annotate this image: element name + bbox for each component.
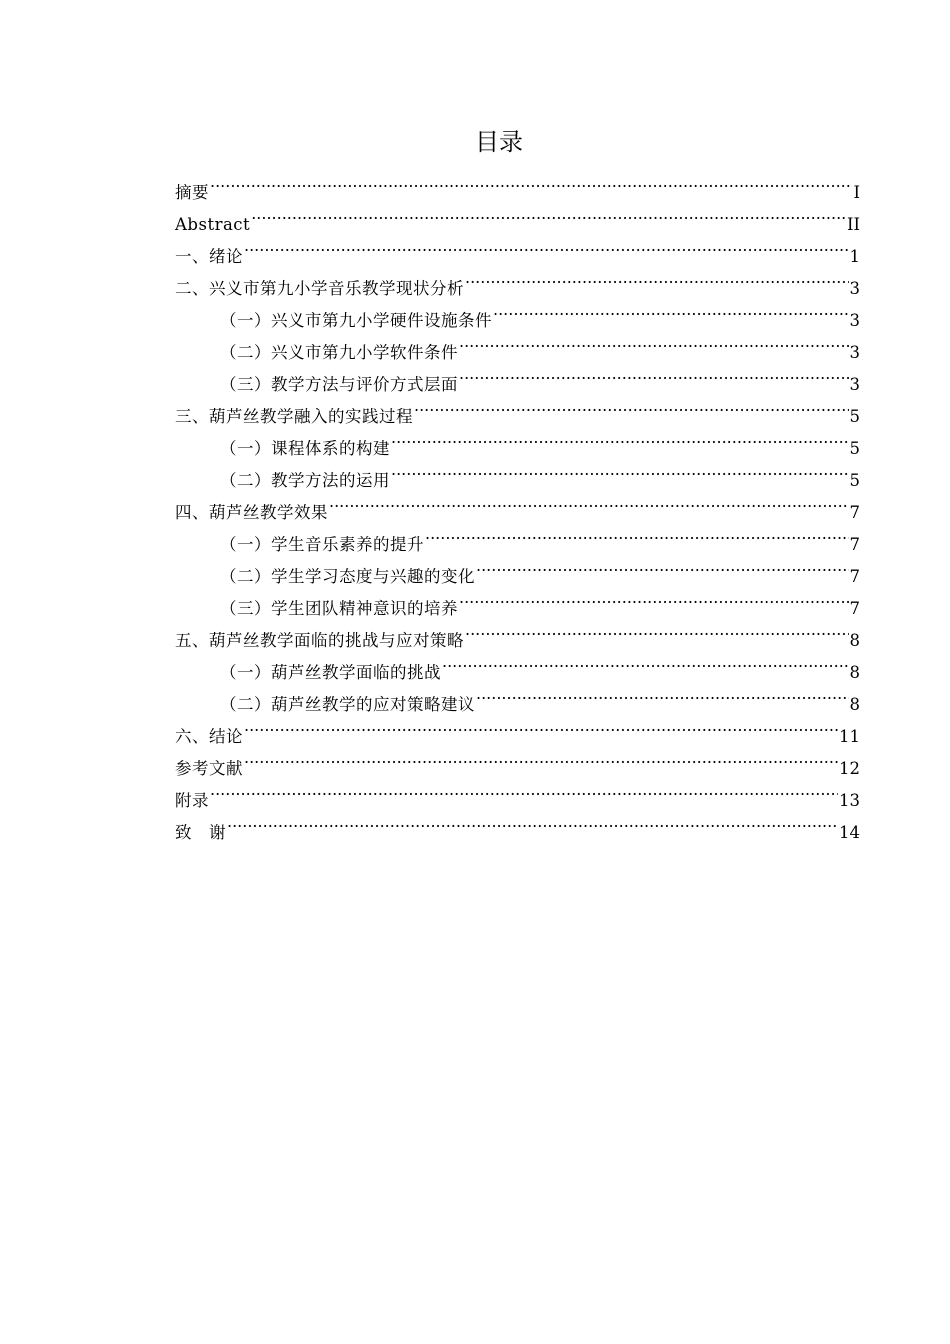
toc-dot-leader bbox=[244, 230, 849, 262]
toc-dot-leader bbox=[210, 774, 838, 806]
toc-dot-leader bbox=[459, 326, 849, 358]
toc-page-number: 8 bbox=[849, 695, 860, 714]
toc-entry-label: 二、兴义市第九小学音乐教学现状分析 bbox=[175, 279, 464, 298]
toc-entry[interactable] bbox=[175, 742, 860, 778]
toc-entry-label: 四、葫芦丝教学效果 bbox=[175, 503, 328, 522]
toc-dot-leader bbox=[493, 294, 849, 326]
toc-dot-leader bbox=[391, 422, 849, 454]
table-of-contents bbox=[175, 166, 860, 842]
toc-dot-leader bbox=[465, 262, 849, 294]
toc-entry-label: （二）葫芦丝教学的应对策略建议 bbox=[220, 695, 475, 714]
toc-entry-label: （一）兴义市第九小学硬件设施条件 bbox=[220, 311, 492, 330]
toc-dot-leader bbox=[244, 710, 838, 742]
toc-entry-label: 六、结论 bbox=[175, 727, 243, 746]
toc-dot-leader bbox=[227, 806, 838, 838]
toc-page-number: 13 bbox=[839, 791, 860, 810]
toc-entry-label: 五、葫芦丝教学面临的挑战与应对策略 bbox=[175, 631, 464, 650]
toc-page-number: 12 bbox=[839, 759, 860, 778]
toc-page-number: 3 bbox=[849, 311, 860, 330]
toc-dot-leader bbox=[476, 550, 849, 582]
toc-entry-label: 三、葫芦丝教学融入的实践过程 bbox=[175, 407, 413, 426]
toc-dot-leader bbox=[210, 166, 852, 198]
toc-entry-label: （三）学生团队精神意识的培养 bbox=[220, 599, 458, 618]
toc-page-number: 11 bbox=[839, 727, 860, 746]
toc-dot-leader bbox=[442, 646, 849, 678]
toc-page-number: 8 bbox=[849, 631, 860, 650]
toc-entry-label: （二）兴义市第九小学软件条件 bbox=[220, 343, 458, 362]
toc-page-number: 5 bbox=[849, 439, 860, 458]
toc-entry[interactable] bbox=[175, 806, 860, 842]
toc-page-number: 7 bbox=[849, 535, 860, 554]
toc-page-number: 7 bbox=[849, 599, 860, 618]
toc-dot-leader bbox=[476, 678, 849, 710]
toc-dot-leader bbox=[329, 486, 849, 518]
toc-entry-label: （一）学生音乐素养的提升 bbox=[220, 535, 424, 554]
toc-entry[interactable] bbox=[175, 230, 860, 266]
toc-page-number: 3 bbox=[849, 279, 860, 298]
toc-entry-label: （二）学生学习态度与兴趣的变化 bbox=[220, 567, 475, 586]
toc-dot-leader bbox=[459, 358, 849, 390]
toc-entry-label: 摘要 bbox=[175, 183, 209, 202]
toc-page-number: 1 bbox=[849, 247, 860, 266]
toc-entry[interactable] bbox=[175, 774, 860, 810]
toc-page-number: 8 bbox=[849, 663, 860, 682]
toc-page-number: 7 bbox=[849, 567, 860, 586]
toc-entry[interactable] bbox=[175, 262, 860, 298]
toc-entry-label: （三）教学方法与评价方式层面 bbox=[220, 375, 458, 394]
toc-page-number: II bbox=[846, 215, 860, 234]
toc-entry-label: 一、绪论 bbox=[175, 247, 243, 266]
toc-dot-leader bbox=[391, 454, 849, 486]
toc-entry-label: 致 谢 bbox=[175, 823, 226, 842]
toc-page-number: 3 bbox=[849, 343, 860, 362]
toc-page-number: 7 bbox=[849, 503, 860, 522]
toc-dot-leader bbox=[425, 518, 849, 550]
toc-page-number: 5 bbox=[849, 407, 860, 426]
toc-dot-leader bbox=[244, 742, 838, 774]
toc-dot-leader bbox=[459, 582, 849, 614]
toc-page-number: 14 bbox=[839, 823, 860, 842]
toc-dot-leader bbox=[465, 614, 849, 646]
toc-entry-label: 附录 bbox=[175, 791, 209, 810]
page-title: 目录 bbox=[475, 128, 523, 156]
toc-entry[interactable] bbox=[175, 710, 860, 746]
toc-entry[interactable] bbox=[175, 166, 860, 202]
toc-page-number: 3 bbox=[849, 375, 860, 394]
toc-entry-label: （二）教学方法的运用 bbox=[220, 471, 390, 490]
toc-entry-label: Abstract bbox=[175, 215, 251, 234]
toc-dot-leader bbox=[414, 390, 849, 422]
toc-page-number: 5 bbox=[849, 471, 860, 490]
toc-entry[interactable] bbox=[175, 198, 860, 234]
toc-dot-leader bbox=[251, 198, 846, 230]
toc-entry-label: 参考文献 bbox=[175, 759, 243, 778]
toc-page-number: I bbox=[853, 183, 860, 202]
toc-entry-label: （一）葫芦丝教学面临的挑战 bbox=[220, 663, 441, 682]
toc-entry-label: （一）课程体系的构建 bbox=[220, 439, 390, 458]
